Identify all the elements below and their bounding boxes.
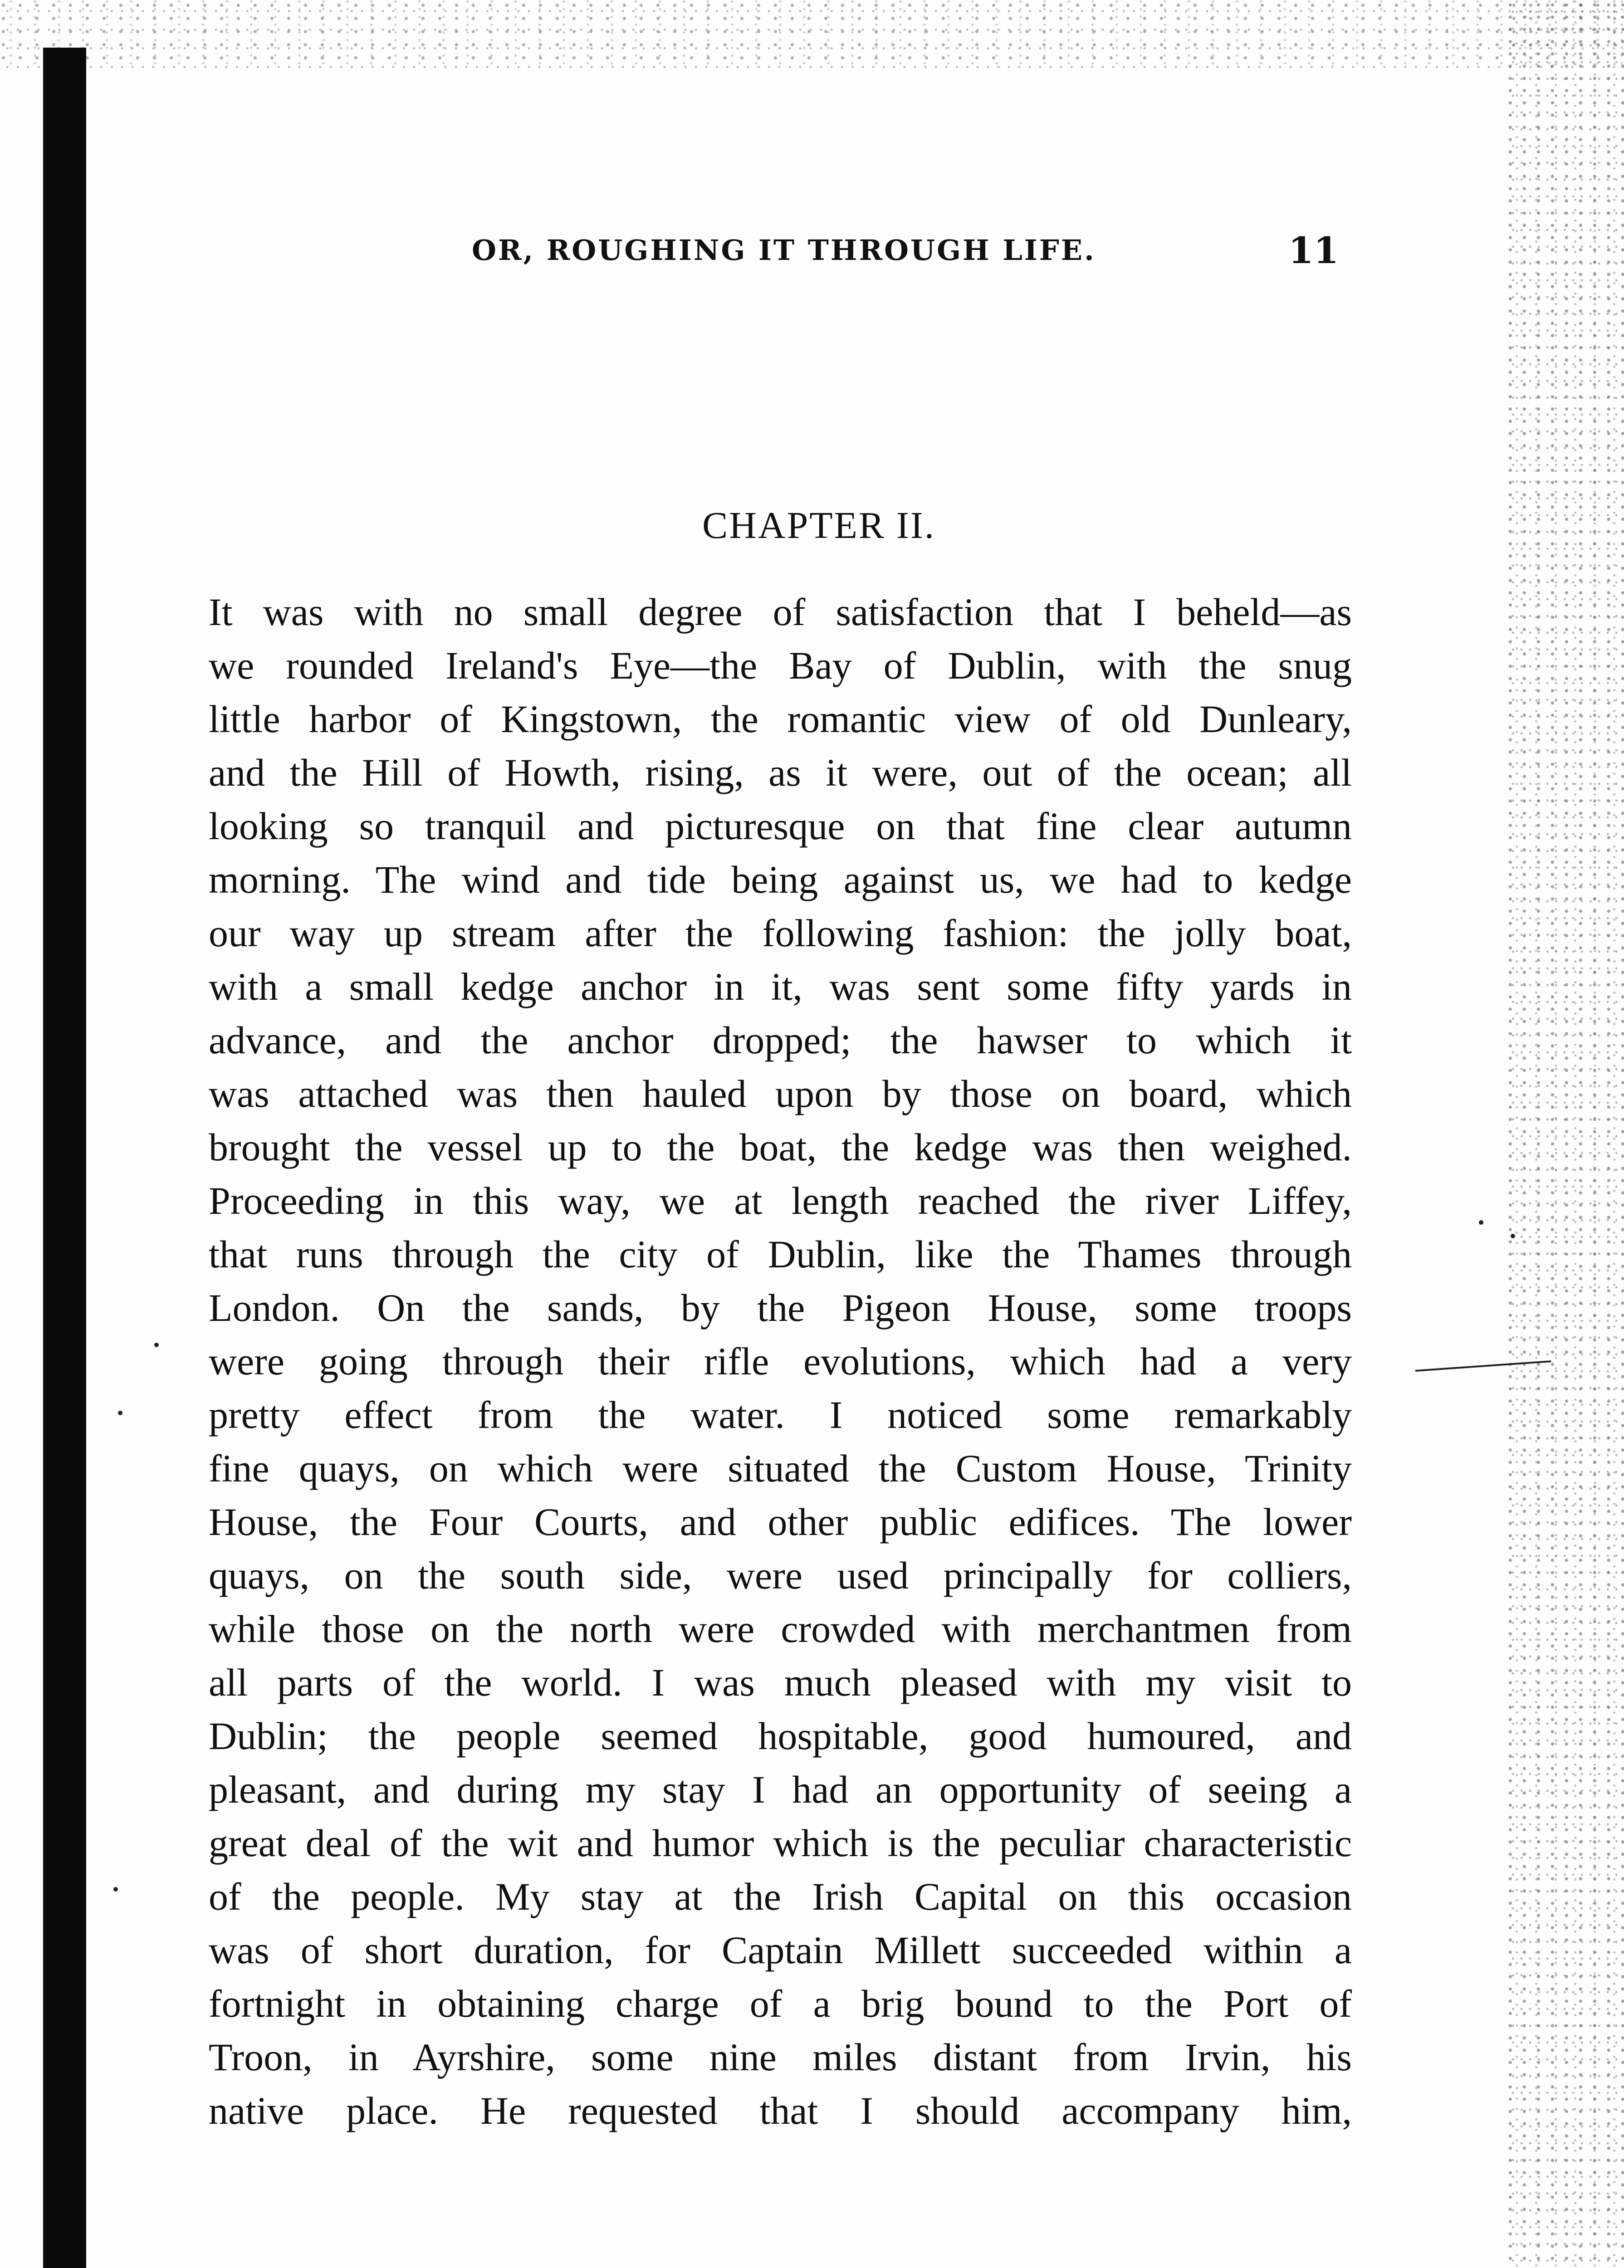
text-line: House, the Four Courts, and other public edifices. The lower [209, 1500, 1352, 1544]
text-line: London. On the sands, by the Pigeon House, some troops [209, 1286, 1352, 1330]
text-line: fine quays, on which were situated the Custom House, Trinity [209, 1447, 1352, 1490]
text-line: morning. The wind and tide being against us, we had to kedge [209, 858, 1352, 901]
text-line: great deal of the wit and humor which is the peculiar characteristic [209, 1821, 1352, 1865]
binding-strip [43, 48, 86, 2268]
text-line: Proceeding in this way, we at length reached the river Liffey, [209, 1179, 1352, 1222]
running-header: OR, ROUGHING IT THROUGH LIFE. [472, 234, 1096, 267]
text-line: was of short duration, for Captain Millett succeeded within a [209, 1928, 1352, 1972]
scan-speck [1511, 1234, 1515, 1238]
chapter-title: CHAPTER II. [702, 504, 935, 547]
text-line: brought the vessel up to the boat, the kedge was then weighed. [209, 1125, 1352, 1169]
text-line: with a small kedge anchor in it, was sent some fifty yards in [209, 965, 1352, 1008]
text-line: our way up stream after the following fashion: the jolly boat, [209, 911, 1352, 955]
page-number: 11 [1288, 229, 1339, 272]
text-line: that runs through the city of Dublin, like the Thames through [209, 1232, 1352, 1276]
text-line: was attached was then hauled upon by those on board, which [209, 1072, 1352, 1115]
text-line: we rounded Ireland's Eye—the Bay of Dublin, with the snug [209, 644, 1352, 687]
text-line: fortnight in obtaining charge of a brig bound to the Port of [209, 1982, 1352, 2025]
text-line: advance, and the anchor dropped; the hawser to which it [209, 1018, 1352, 1062]
text-line: looking so tranquil and picturesque on that fine clear autumn [209, 804, 1352, 848]
body-text [209, 585, 1352, 2137]
text-line: quays, on the south side, were used principally for colliers, [209, 1554, 1352, 1597]
text-line: Troon, in Ayrshire, some nine miles distant from Irvin, his [209, 2035, 1352, 2079]
scan-speck [154, 1343, 159, 1347]
page-right-edge [1506, 0, 1624, 2268]
text-line: native place. He requested that I should accompany him, [209, 2089, 1352, 2132]
scan-speck [1479, 1220, 1483, 1225]
text-line: little harbor of Kingstown, the romantic view of old Dunleary, [209, 697, 1352, 741]
text-line: pleasant, and during my stay I had an opportunity of seeing a [209, 1768, 1352, 1811]
page-top-edge [0, 0, 1624, 68]
text-line: all parts of the world. I was much pleased with my visit to [209, 1661, 1352, 1704]
text-line: pretty effect from the water. I noticed some remarkably [209, 1393, 1352, 1437]
scan-speck [118, 1411, 122, 1415]
text-line: It was with no small degree of satisfaction that I beheld—as [209, 590, 1352, 634]
text-line: while those on the north were crowded with merchantmen from [209, 1607, 1352, 1651]
text-line: Dublin; the people seemed hospitable, good humoured, and [209, 1714, 1352, 1758]
scan-speck [113, 1887, 118, 1892]
text-line: and the Hill of Howth, rising, as it were, out of the ocean; all [209, 751, 1352, 794]
text-line: were going through their rifle evolutions, which had a very [209, 1339, 1352, 1383]
text-line: of the people. My stay at the Irish Capital on this occasion [209, 1875, 1352, 1918]
